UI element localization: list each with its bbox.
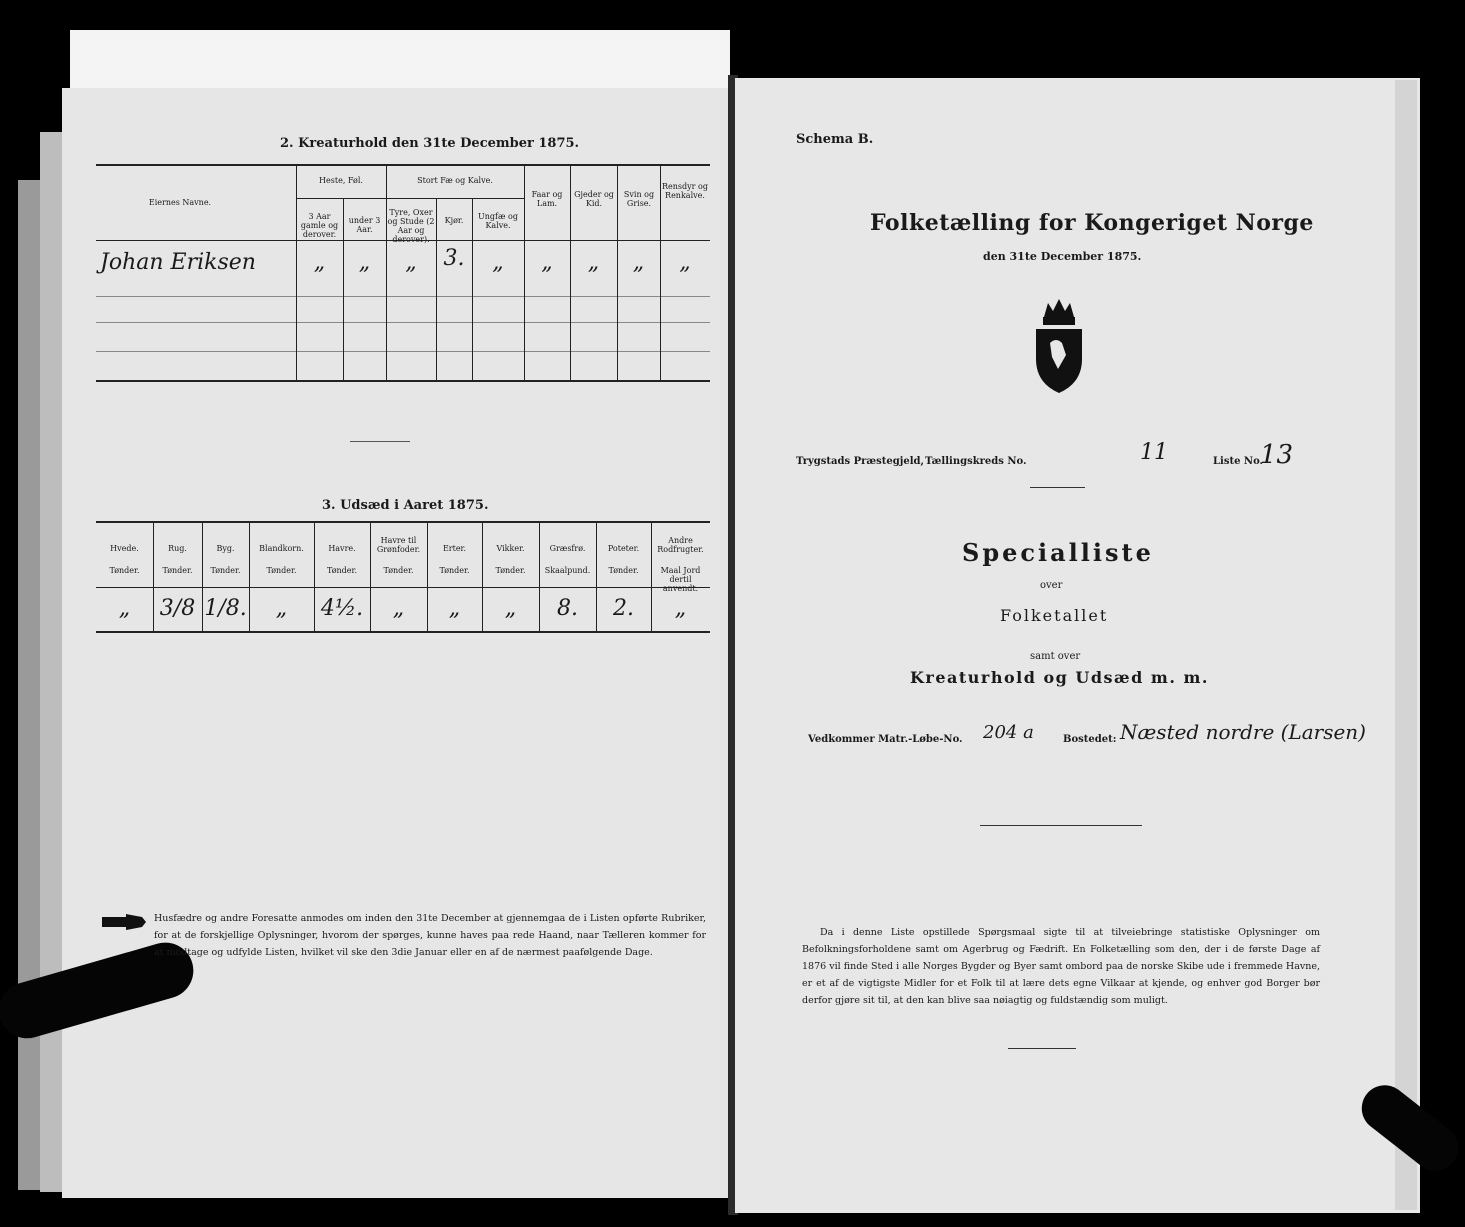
tyre-header: Tyre, Oxer og Stude (2 Aar og derover). — [387, 208, 435, 244]
udsaed-column-header: Havre. — [328, 544, 356, 553]
table-cell: „ — [405, 250, 417, 275]
coat-of-arms-emblem — [1030, 295, 1088, 395]
udsaed-unit-header: Tønder. — [495, 566, 526, 575]
table-rule — [96, 631, 710, 633]
samt-over-text: samt over — [1030, 651, 1081, 662]
heste-3-aar-header: 3 Aar gamle og derover. — [300, 212, 339, 239]
liste-label: Liste No. — [1213, 456, 1264, 467]
udsaed-column-header: Græsfrø. — [549, 544, 586, 553]
separator-rule — [1008, 1048, 1076, 1049]
udsaed-value: „ — [674, 596, 687, 621]
table-divider — [436, 198, 437, 381]
pointing-hand-icon — [102, 914, 146, 930]
kreds-label: Tællingskreds No. — [925, 456, 1027, 467]
notice-text: Husfædre og andre Foresatte anmodes om inden den 31te December at gjennemgaa de i Listen opførte Rubriker, for at de forskjellige Oplysninger, hvorom der spørges, kunne haves paa rede Haand, naar Tælleren kommer for at modtage og udfylde Listen, hvilket vil ske den 3die Januar eller en af de nærmest paafølgende Dage. — [154, 913, 706, 958]
udsaed-unit-header: Tønder. — [326, 566, 358, 575]
udsaed-value: 3/8 — [159, 596, 196, 621]
census-date: den 31te December 1875. — [983, 250, 1142, 263]
separator-rule — [980, 825, 1142, 826]
udsaed-column-header: Rug. — [168, 544, 187, 553]
udsaed-unit-header: Tønder. — [109, 566, 140, 575]
udsaed-column-header: Byg. — [216, 544, 235, 553]
schema-label: Schema B. — [796, 132, 874, 147]
section2-title: 2. Kreaturhold den 31te December 1875. — [280, 136, 580, 151]
table-cell: 3. — [443, 246, 465, 271]
udsaed-value: „ — [118, 596, 131, 621]
bostedet-label: Bostedet: — [1063, 734, 1117, 745]
udsaed-unit-header: Tønder. — [439, 566, 470, 575]
udsaed-column-header: Havre til Grønfoder. — [376, 536, 421, 554]
over-text: over — [1040, 580, 1063, 591]
udsaed-unit-header: Tønder. — [608, 566, 639, 575]
udsaed-column-header: Andre Rodfrugter. — [657, 536, 704, 554]
rensdyr-header: Rensdyr og Renkalve. — [662, 182, 708, 200]
udsaed-column-header: Vikker. — [496, 544, 525, 553]
udsaed-unit-header: Tønder. — [383, 566, 414, 575]
bostedet-value: Næsted nordre (Larsen) — [1120, 720, 1366, 744]
specialliste-heading: Specialliste — [962, 538, 1154, 567]
section3-title: 3. Udsæd i Aaret 1875. — [322, 498, 489, 513]
table-rule — [96, 587, 710, 588]
table-cell: „ — [541, 250, 553, 275]
udsaed-unit-header: Skaalpund. — [544, 566, 591, 575]
udsaed-unit-header: Tønder. — [266, 566, 297, 575]
footer-text: Da i denne Liste opstillede Spørgsmaal sigte til at tilveiebringe statistiske Oplysninger om Befolkningsforholdene samt om Agerbrug og Fædrift. En Folketælling som den, der i de første Dage af 1876 vil finde Sted i alle Norges Bygder og Byer samt ombord paa de norske Skibe ude i fremmede Havne, er et af de vigtigste Midler for et Folk til at lære dets egne Vilkaar at kjende, og enhver god Borger bør derfor gjøre sit til, at den kan blive saa nøiagtig og fuldstændig som muligt. — [802, 927, 1320, 1006]
udsaed-column-header: Blandkorn. — [259, 544, 304, 553]
faar-header: Faar og Lam. — [531, 190, 563, 208]
paper-strip — [70, 30, 730, 92]
udsaed-value: „ — [504, 596, 517, 621]
folketallet-text: Folketallet — [1000, 606, 1109, 625]
table-cell: „ — [679, 250, 691, 275]
heste-under-header: under 3 Aar. — [348, 216, 381, 234]
udsaed-value: „ — [448, 596, 461, 621]
matr-value: 204 a — [983, 722, 1034, 743]
separator-rule — [350, 441, 410, 442]
table-cell: „ — [313, 250, 326, 275]
owner-header: Eiernes Navne. — [148, 198, 212, 207]
udsaed-column-header: Hvede. — [110, 544, 139, 553]
separator-rule — [1030, 487, 1085, 488]
table-cell: „ — [587, 250, 600, 275]
udsaed-column-header: Erter. — [442, 544, 467, 553]
udsaed-unit-header: Maal Jord dertil anvendt. — [660, 566, 701, 593]
table-rule — [96, 521, 710, 523]
udsaed-value: 4½. — [320, 596, 364, 621]
kreaturhold-heading: Kreaturhold og Udsæd m. m. — [910, 668, 1209, 687]
liste-number: 13 — [1260, 440, 1294, 470]
udsaed-value: „ — [392, 596, 405, 621]
page-stack-edge — [1395, 80, 1417, 1210]
udsaed-value: „ — [275, 596, 288, 621]
matr-label: Vedkommer Matr.-Løbe-No. — [808, 734, 963, 745]
table-rule — [296, 198, 524, 199]
udsaed-value: 8. — [557, 596, 578, 621]
udsaed-value: 1/8. — [204, 596, 247, 621]
udsaed-value: 2. — [613, 596, 634, 621]
owner-name: Johan Eriksen — [100, 250, 256, 275]
heste-header: Heste, Føl. — [319, 176, 363, 185]
udsaed-unit-header: Tønder. — [210, 566, 241, 575]
gjeder-header: Gjeder og Kid. — [574, 190, 614, 208]
udsaed-column-header: Poteter. — [607, 544, 640, 553]
udsaed-unit-header: Tønder. — [162, 566, 193, 575]
census-title: Folketælling for Kongeriget Norge — [870, 210, 1314, 236]
table-cell: „ — [632, 250, 645, 275]
svin-header: Svin og Grise. — [623, 190, 655, 208]
table-cell: „ — [492, 250, 504, 275]
kreds-number: 11 — [1140, 440, 1168, 465]
ungfae-header: Ungfæ og Kalve. — [478, 212, 518, 230]
stort-fae-header: Stort Fæ og Kalve. — [417, 176, 493, 185]
table-cell: „ — [358, 250, 371, 275]
kjor-header: Kjør. — [444, 216, 464, 225]
right-page — [735, 78, 1420, 1213]
prestegjeld-label: Trygstads Præstegjeld, — [796, 456, 925, 467]
